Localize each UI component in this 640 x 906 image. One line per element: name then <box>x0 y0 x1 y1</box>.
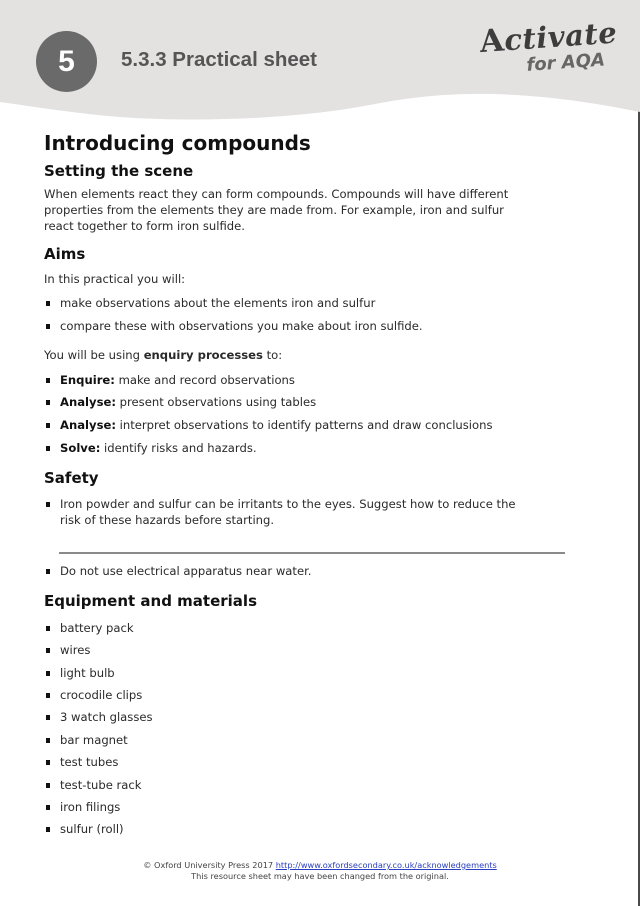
footer-copyright-line <box>0 860 640 871</box>
footer <box>0 860 640 882</box>
brand-logo <box>478 15 619 88</box>
bullet-icon <box>46 715 50 720</box>
bullet-icon <box>46 783 50 788</box>
bullet-icon <box>46 423 50 428</box>
section-heading-aims: Aims <box>44 245 86 263</box>
bullet-icon <box>46 378 50 383</box>
footer-note: This resource sheet may have been changed from the original. <box>191 871 449 881</box>
bullet-icon <box>46 324 50 329</box>
chapter-number: 5 <box>58 44 75 78</box>
safety-item-continuation: risk of these hazards before starting. <box>60 513 275 527</box>
enquiry-intro: You will be using enquiry processes to: <box>44 348 283 362</box>
brand-main: Activate <box>478 15 619 61</box>
enquiry-processes-term: enquiry processes <box>143 348 263 362</box>
bullet-icon <box>46 671 50 676</box>
copyright-text: © Oxford University Press 2017 <box>143 860 276 870</box>
section-heading-equipment: Equipment and materials <box>44 592 258 610</box>
bullet-icon <box>46 626 50 631</box>
section-heading-safety: Safety <box>44 469 99 487</box>
bullet-icon <box>46 648 50 653</box>
answer-write-in-line[interactable] <box>59 552 565 554</box>
bullet-icon <box>46 693 50 698</box>
bullet-icon <box>46 569 50 574</box>
bullet-icon <box>46 738 50 743</box>
acknowledgements-link[interactable]: http://www.oxfordsecondary.co.uk/acknowledgements <box>275 860 497 870</box>
scene-paragraph-line: properties from the elements they are made from. For example, iron and sulfur <box>44 203 504 217</box>
aims-intro: In this practical you will: <box>44 272 186 286</box>
sheet-title: 5.3.3 Practical sheet <box>121 48 318 71</box>
bullet-icon <box>46 400 50 405</box>
scene-paragraph-line: When elements react they can form compounds. Compounds will have different <box>44 187 509 201</box>
bullet-icon <box>46 446 50 451</box>
bullet-icon <box>46 760 50 765</box>
bullet-icon <box>46 827 50 832</box>
brand-sub: for AQA <box>525 49 606 76</box>
scene-paragraph-line: react together to form iron sulfide. <box>44 219 245 233</box>
bullet-icon <box>46 502 50 507</box>
chapter-badge <box>36 31 97 92</box>
bullet-icon <box>46 805 50 810</box>
bullet-icon <box>46 301 50 306</box>
document-title: Introducing compounds <box>44 131 311 155</box>
section-heading-setting-the-scene: Setting the scene <box>44 162 194 180</box>
